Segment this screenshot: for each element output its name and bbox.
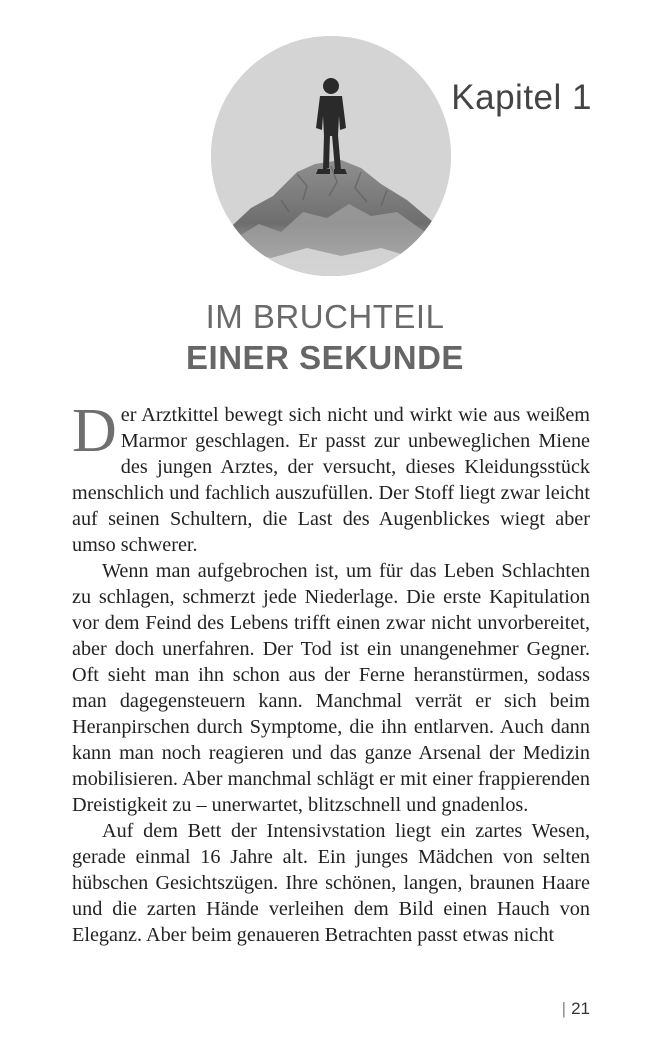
chapter-hero-image (211, 36, 451, 276)
chapter-body (72, 397, 590, 948)
footer-separator: | (561, 999, 567, 1018)
paragraph-2: Wenn man aufgebrochen ist, um für das Leben Schlachten zu schlagen, schmerzt jede Niederlage. Die erste Kapitulation vor dem Feind des Lebens trifft einen zwar nicht unvorbereitet, aber doch unerfahren. Der Tod ist ein unangenehmer Gegner. Oft sieht man ihn schon aus der Ferne heranstürmen, sodass man dagegensteuern kann. Manchmal verrät er sich beim Heranpirschen durch Symptome, die ihn entlarven. Auch dann kann man noch reagieren und das ganze Arsenal der Medizin mobilisieren. Aber manchmal schlägt er mit einer frappierenden Dreistigkeit zu – unerwartet, blitzschnell und gnadenlos. (72, 560, 590, 816)
chapter-label: Kapitel 1 (451, 78, 592, 117)
man-on-mountain-icon (211, 36, 451, 276)
chapter-title-line2: EINER SEKUNDE (186, 339, 464, 376)
paragraph-1-text: er Arztkittel bewegt sich nicht und wirkt wie aus weißem Marmor geschlagen. Er passt zur unbeweglichen Miene des jungen Arztes, der versucht, dieses Kleidungsstück menschlich und fachlich auszufüllen. Der Stoff liegt zwar leicht auf seinen Schultern, die Last des Augenblickes wiegt aber umso schwerer. (72, 404, 590, 556)
page-footer (562, 999, 590, 1019)
paragraph-1 (72, 397, 590, 558)
chapter-title-line1: IM BRUCHTEIL (205, 298, 445, 335)
page-number: 21 (571, 999, 590, 1018)
paragraph-3: Auf dem Bett der Intensivstation liegt ein zartes Wesen, gerade einmal 16 Jahre alt. Ein junges Mädchen von selten hübschen Gesichtszügen. Ihre schönen, langen, braunen Haare und die zarten Hände verleihen dem Bild einen Hauch von Eleganz. Aber beim genaueren Betrachten passt etwas nicht (72, 820, 590, 946)
drop-cap: D (72, 397, 117, 465)
